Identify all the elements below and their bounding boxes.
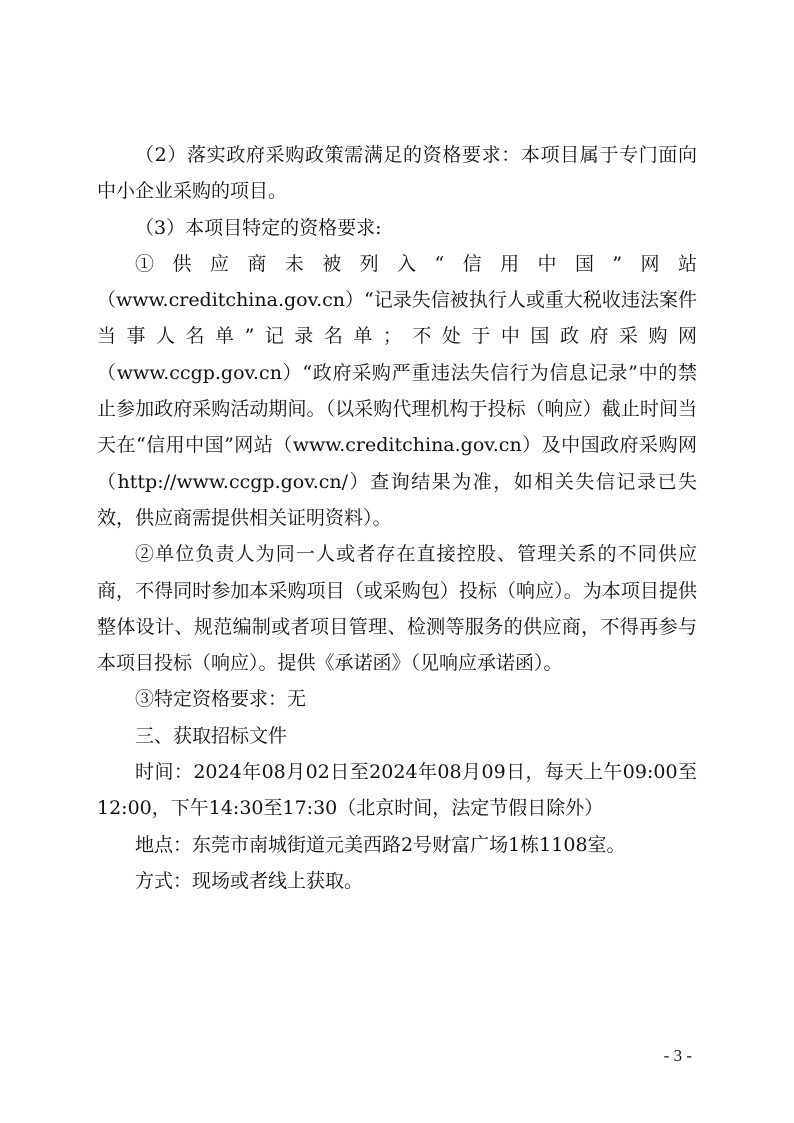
paragraph-credit-record: ①供应商未被列入“信用中国”网站（www.creditchina.gov.cn）“记录失信被执行人或重大税收违法案件当事人名单”记录名单；不处于中国政府采购网（www.ccgp.gov.cn）“政府采购严重违法失信行为信息记录”中的禁止参加政府采购活动期间。（以采购代理机构于投标（响应）截止时间当天在“信用中国”网站（www.creditchina.gov.cn）及中国政府采购网（http://www.ccgp.gov.cn/）查询结果为准，如相关失信记录已失效，供应商需提供相关证明资料）。	[97, 252, 697, 529]
document-body	[97, 137, 697, 899]
paragraph-method: 方式：现场或者线上获取。	[135, 869, 364, 892]
paragraph-time: 时间：2024年08月02日至2024年08月09日，每天上午09:00至12:00，下午14:30至17:30（北京时间，法定节假日除外）	[97, 761, 697, 820]
section-heading-obtain-documents: 三、获取招标文件	[135, 724, 288, 747]
paragraph-related-suppliers: ②单位负责人为同一人或者存在直接控股、管理关系的不同供应商，不得同时参加本采购项目（或采购包）投标（响应）。为本项目提供整体设计、规范编制或者项目管理、检测等服务的供应商，不得再参与本项目投标（响应）。提供《承诺函》（见响应承诺函）。	[97, 543, 697, 675]
paragraph-special-qualification: ③特定资格要求：无	[135, 688, 307, 711]
paragraph-policy-requirement: （2）落实政府采购政策需满足的资格要求：本项目属于专门面向中小企业采购的项目。	[97, 144, 697, 203]
paragraph-location: 地点：东莞市南城街道元美西路2号财富广场1栋1108室。	[135, 833, 626, 856]
paragraph-specific-requirement-heading: （3）本项目特定的资格要求:	[135, 216, 382, 239]
page-number: - 3 -	[663, 1046, 692, 1065]
